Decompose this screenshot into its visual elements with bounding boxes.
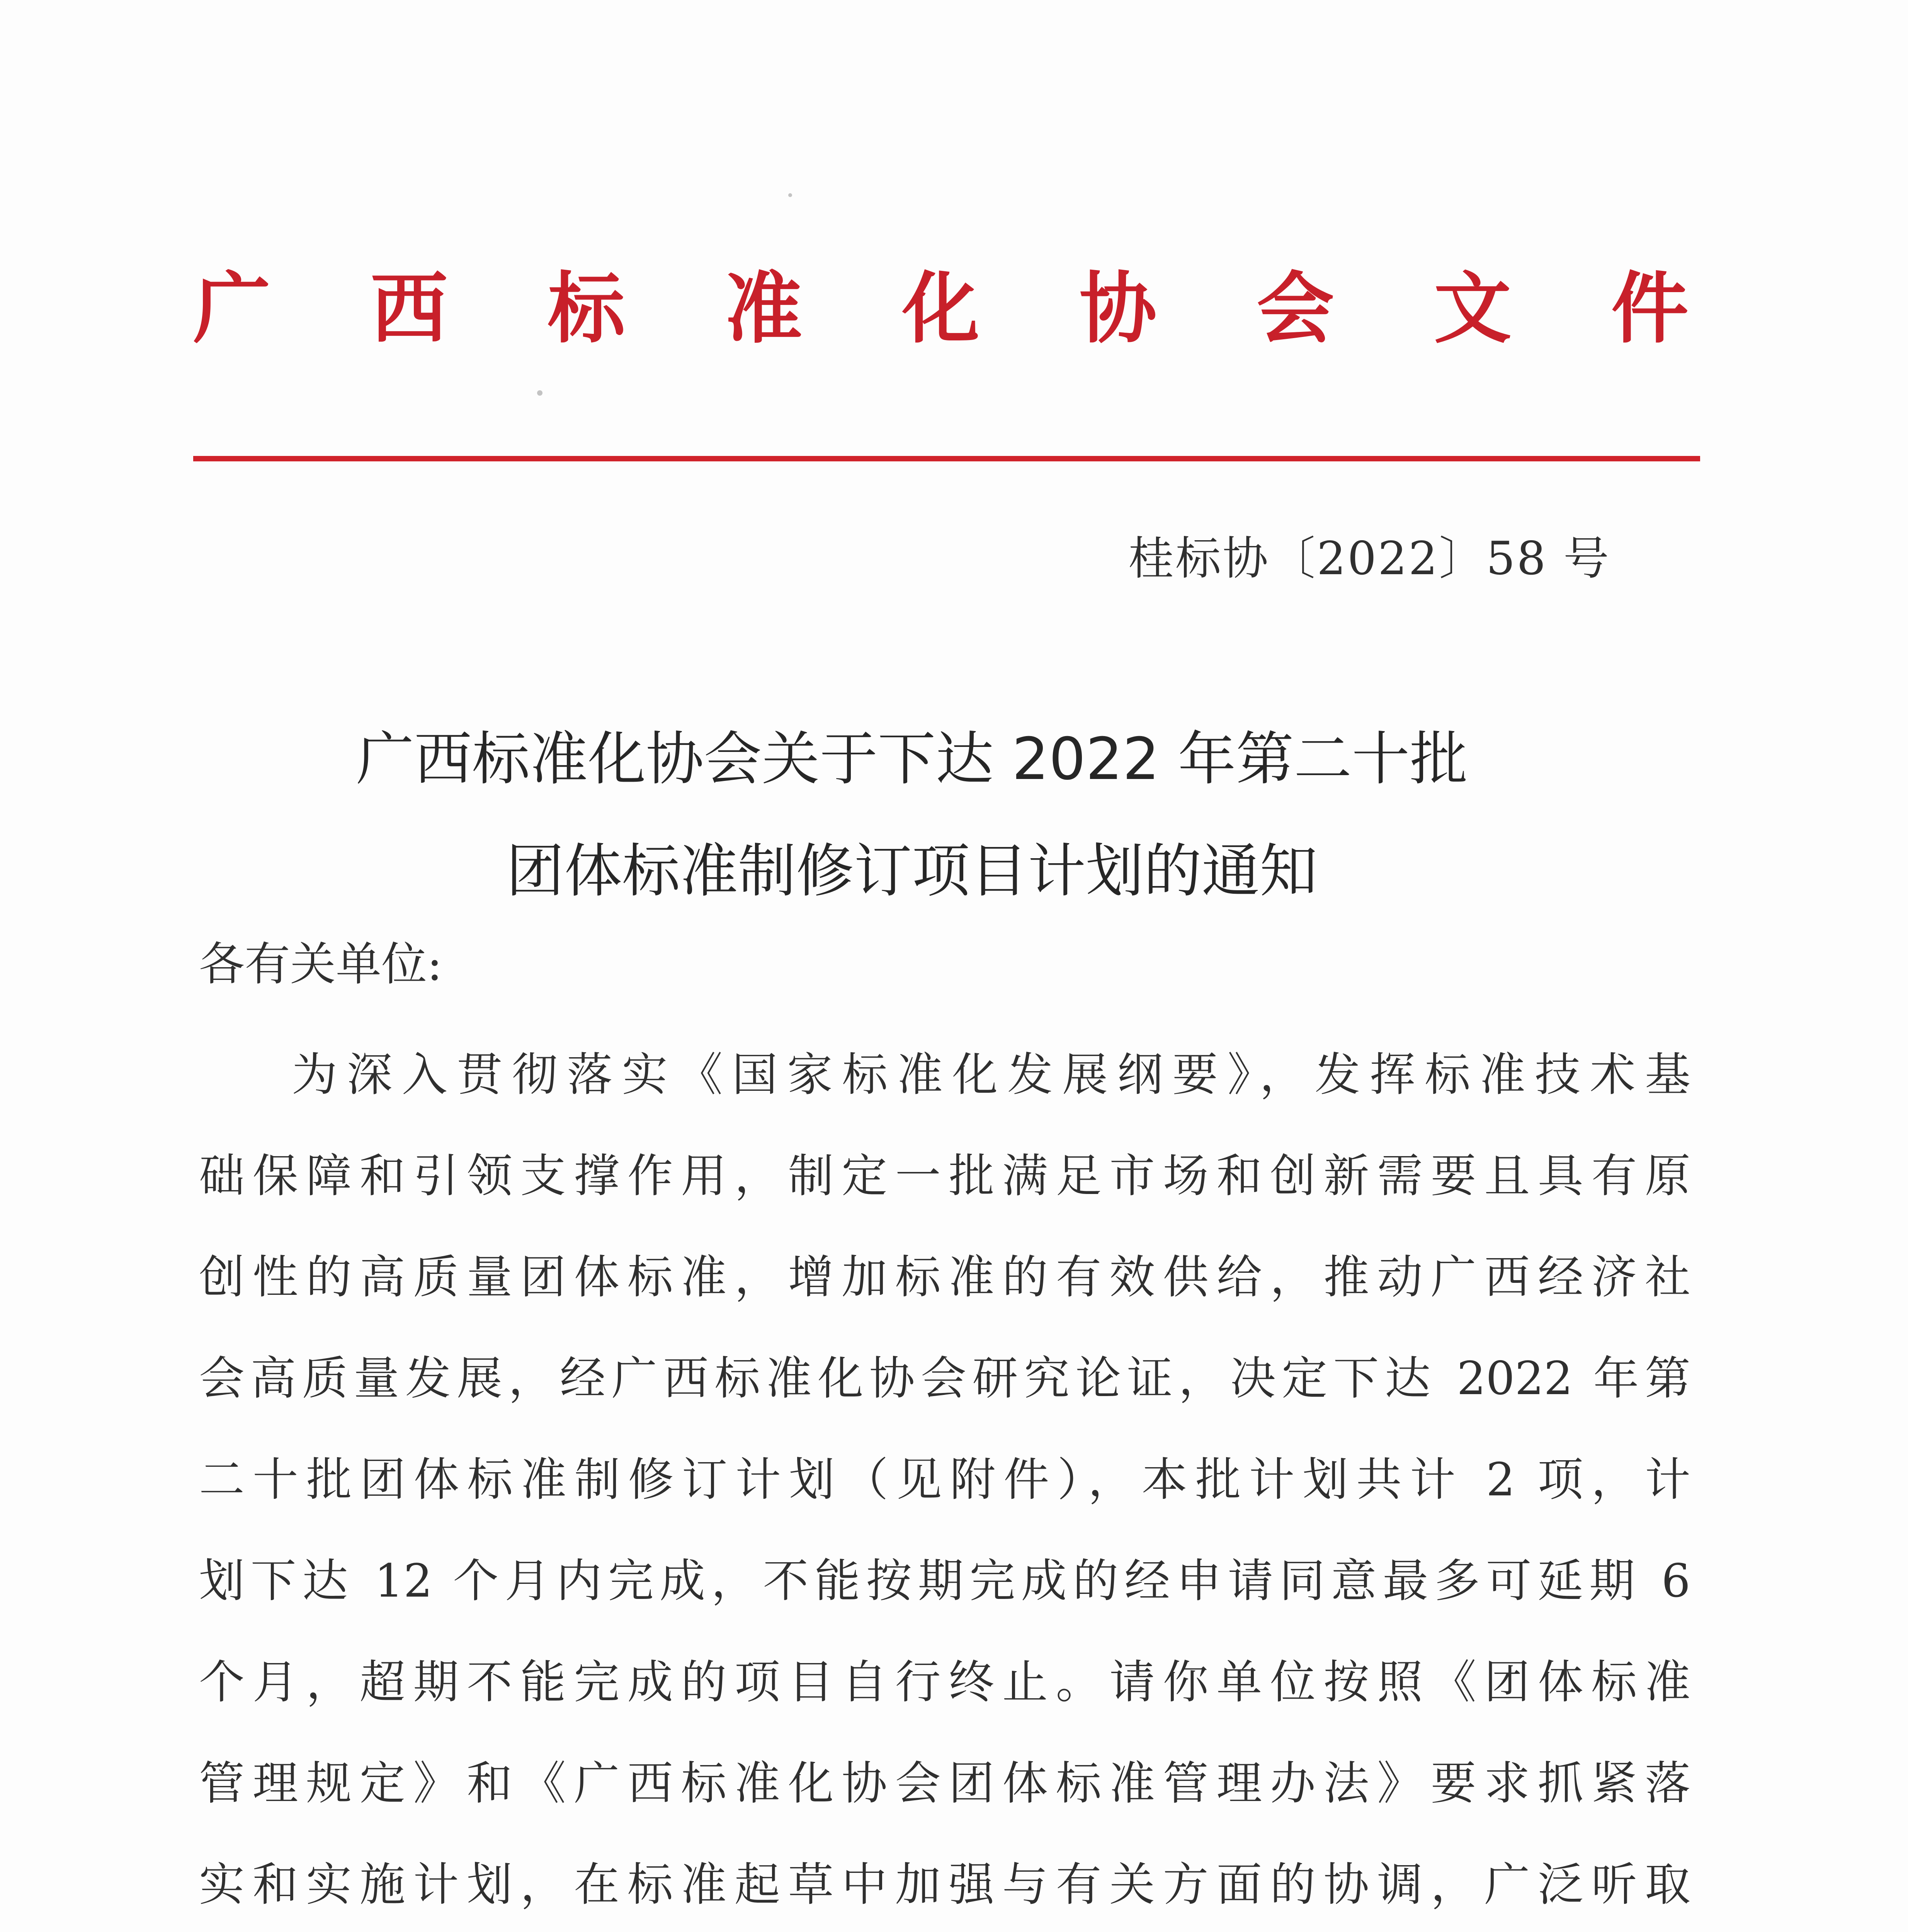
title-line-1: 广西标准化协会关于下达 2022 年第二十批 <box>356 726 1468 793</box>
body-line: 会高质量发展，经广西标准化协会研究论证，决定下达 2022 年第 <box>199 1352 1690 1405</box>
masthead-char: 标 <box>548 264 625 354</box>
document-number: 桂标协〔2022〕58 号 <box>1128 532 1610 585</box>
masthead-char: 西 <box>370 264 448 354</box>
body-line: 创性的高质量团体标准，增加标准的有效供给，推动广西经济社 <box>199 1250 1690 1304</box>
scan-speck <box>537 390 542 396</box>
masthead-char: 广 <box>193 264 271 354</box>
masthead-char: 准 <box>725 264 803 354</box>
body-line: 个月，超期不能完成的项目自行终止。请你单位按照《团体标准 <box>199 1655 1690 1709</box>
masthead-char: 协 <box>1079 264 1157 354</box>
masthead-char: 件 <box>1611 264 1689 354</box>
body-line: 为深入贯彻落实《国家标准化发展纲要》，发挥标准技术基 <box>292 1048 1690 1101</box>
body-line: 实和实施计划，在标准起草中加强与有关方面的协调，广泛听取 <box>199 1858 1690 1911</box>
body-line: 二十批团体标准制修订计划（见附件），本批计划共计 2 项，计 <box>199 1453 1690 1506</box>
body-line: 础保障和引领支撑作用，制定一批满足市场和创新需要且具有原 <box>199 1149 1690 1202</box>
masthead-char: 文 <box>1434 264 1512 354</box>
document-title <box>193 703 1631 927</box>
salutation: 各有关单位: <box>199 937 442 991</box>
body-line: 划下达 12 个月内完成，不能按期完成的经申请同意最多可延期 6 <box>199 1554 1690 1607</box>
body-line: 管理规定》和《广西标准化协会团体标准管理办法》要求抓紧落 <box>199 1757 1690 1810</box>
masthead <box>193 263 1689 355</box>
scan-speck <box>788 193 792 197</box>
body-paragraph <box>199 1024 1690 1932</box>
masthead-char: 化 <box>902 264 980 354</box>
masthead-red-rule <box>193 456 1700 461</box>
masthead-char: 会 <box>1257 264 1334 354</box>
title-line-2: 团体标准制修订项目计划的通知 <box>506 838 1318 905</box>
